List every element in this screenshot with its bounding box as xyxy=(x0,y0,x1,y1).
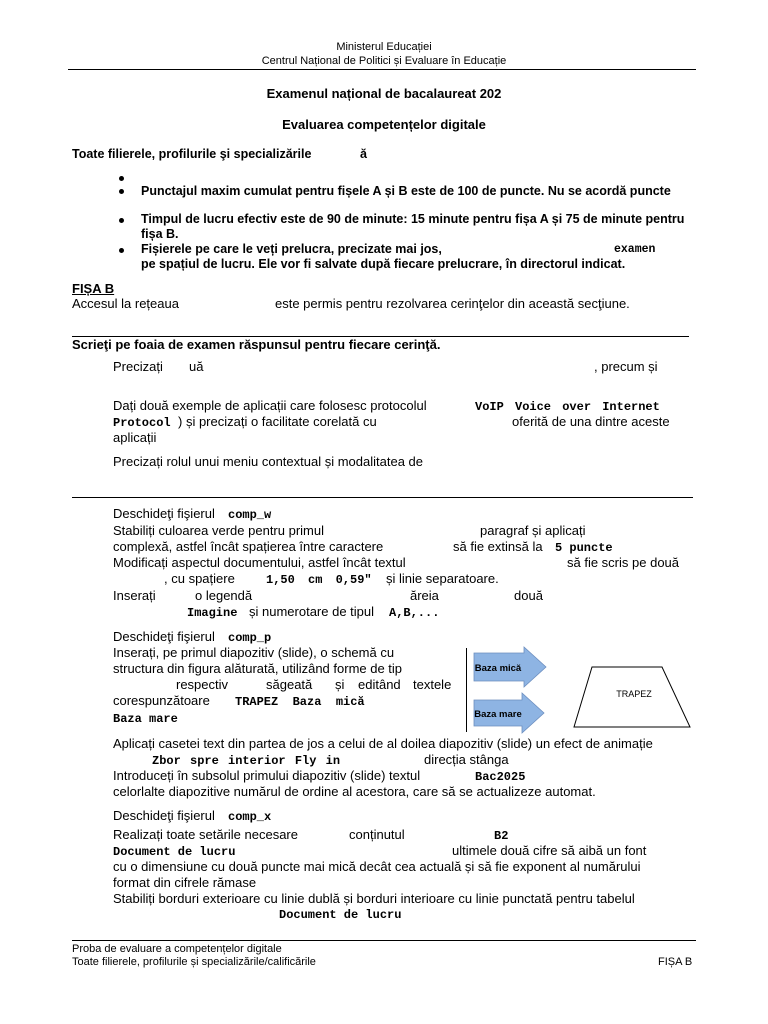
x2-a: ultimele două cifre să aibă un font xyxy=(452,843,647,858)
x-file: comp_x xyxy=(228,810,272,824)
w2-b: să fie extinsă la xyxy=(453,539,543,554)
w5-a: Inserați xyxy=(113,588,156,603)
p7-a: direcția stânga xyxy=(424,752,509,767)
section-divider xyxy=(72,497,693,498)
instruction-files: Fișierele pe care le veți prelucra, precizate mai jos, xyxy=(141,242,442,256)
p4-code: TRAPEZ Baza mică xyxy=(235,695,365,709)
bullet xyxy=(119,248,124,253)
p-file: comp_p xyxy=(228,631,272,645)
x-open: Deschideţi fişierul xyxy=(113,808,215,823)
q2-a: Dați două exemple de aplicații care folosesc protocolul xyxy=(113,398,427,413)
p5-code: Baza mare xyxy=(113,712,178,726)
q1-c: , precum și xyxy=(594,359,658,374)
bullet xyxy=(119,189,124,194)
w-file: comp_w xyxy=(228,508,272,522)
w2-code: 5 puncte xyxy=(555,541,613,555)
instruction-time-cont: fișa B. xyxy=(141,227,179,241)
scope-suffix: ă xyxy=(360,147,367,161)
fisa-title: FIȘA B xyxy=(72,281,115,296)
w3-a: Modificați aspectul documentului, astfel încât textul xyxy=(113,555,406,570)
instruction-files-exam: examen xyxy=(614,243,656,256)
p3-d: editând xyxy=(358,677,401,692)
x1-a: Realizați toate setările necesare xyxy=(113,827,298,842)
p8-a: Introduceți în subsolul primului diapozitiv (slide) textul xyxy=(113,768,421,783)
footer-line2: Toate filierele, profilurile și specializările/calificările xyxy=(72,956,316,968)
x1-code: B2 xyxy=(494,829,509,843)
q2-d: aplicații xyxy=(113,430,157,445)
arrow-bottom-label: Baza mare xyxy=(474,709,522,720)
footer-sheet: FIȘA B xyxy=(658,956,693,968)
w2-a: complexă, astfel încât spațierea între caractere xyxy=(113,539,384,554)
p6: Aplicați casetei text din partea de jos a celui de al doilea diapozitiv (slide) un efect de animație xyxy=(113,736,653,751)
p1: Inserați, pe primul diapozitiv (slide), o schemă cu xyxy=(113,645,395,660)
w5-b: o legendă xyxy=(195,588,253,603)
access-text-a: Accesul la rețeaua xyxy=(72,296,179,311)
w-open: Deschideţi fişierul xyxy=(113,506,215,521)
section1-heading: Scrieţi pe foaia de examen răspunsul pentru fiecare cerinţă. xyxy=(72,337,441,352)
q3: Precizați rolul unui meniu contextual și modalitatea de xyxy=(113,454,424,469)
w4-b: și linie separatoare. xyxy=(386,571,499,586)
footer-divider xyxy=(72,940,696,941)
bullet xyxy=(119,176,124,181)
w5-d: două xyxy=(514,588,543,603)
w6-code: Imagine xyxy=(187,606,238,620)
q2-code-b: Protocol xyxy=(113,416,171,430)
p3-c: și xyxy=(335,677,345,692)
w6-code2: A,B,... xyxy=(389,606,440,620)
p9: celorlalte diapozitive numărul de ordine al acestora, care să se actualizeze automat. xyxy=(113,784,596,799)
p7-code: Zbor spre interior Fly in xyxy=(152,754,341,768)
w4-a: , cu spațiere xyxy=(164,571,235,586)
x4: format din cifrele rămase xyxy=(113,875,257,890)
x6-code: Document de lucru xyxy=(279,908,402,922)
footer-line1: Proba de evaluare a competențelor digitale xyxy=(72,943,282,955)
w5-c: ăreia xyxy=(410,588,439,603)
p3-e: textele xyxy=(413,677,452,692)
w6-a: și numerotare de tipul xyxy=(249,604,375,619)
x5: Stabiliți borduri exterioare cu linie dublă și borduri interioare cu linie punctată pentru tabelul xyxy=(113,891,635,906)
q2-code-a: VoIP Voice over Internet xyxy=(475,400,660,414)
instruction-points: Punctajul maxim cumulat pentru fișele A și B este de 100 de puncte. Nu se acordă puncte xyxy=(141,184,671,198)
header-divider xyxy=(68,69,696,70)
x3: cu o dimensiune cu două puncte mai mică decât cea actuală și să fie exponent al numărului xyxy=(113,859,641,874)
w1-a: Stabiliți culoarea verde pentru primul xyxy=(113,523,324,538)
arrow-top-label: Baza mică xyxy=(474,663,522,674)
instruction-files-cont: pe spațiul de lucru. Ele vor fi salvate după fiecare prelucrare, în directorul indicat. xyxy=(141,257,626,271)
q2-c: oferită de una dintre aceste xyxy=(512,414,670,429)
scope-text: Toate filierele, profilurile şi specializările xyxy=(72,147,312,161)
q1-b: uă xyxy=(189,359,204,374)
subject-title: Evaluarea competențelor digitale xyxy=(282,117,486,132)
q1-a: Precizați xyxy=(113,359,163,374)
trapez-label: TRAPEZ xyxy=(616,689,652,699)
p2: structura din figura alăturată, utilizând forme de tip xyxy=(113,661,403,676)
figure-schema xyxy=(466,645,701,737)
access-text-b: este permis pentru rezolvarea cerinţelor din această secţiune. xyxy=(275,296,630,311)
w3-b: să fie scris pe două xyxy=(567,555,680,570)
header-ministry: Ministerul Educației xyxy=(336,41,432,53)
p4-a: corespunzătoare xyxy=(113,693,210,708)
x2-code: Document de lucru xyxy=(113,845,236,859)
instruction-time: Timpul de lucru efectiv este de 90 de minute: 15 minute pentru fișa A și 75 de minute pentru xyxy=(141,212,685,226)
header-center: Centrul Național de Politici și Evaluare în Educație xyxy=(261,55,507,67)
x1-b: conținutul xyxy=(349,827,405,842)
w4-code: 1,50 cm 0,59″ xyxy=(266,573,372,587)
p8-code: Bac2025 xyxy=(475,770,526,784)
p3-a: respectiv xyxy=(176,677,229,692)
bullet xyxy=(119,218,124,223)
p3-b: săgeată xyxy=(266,677,313,692)
exam-title: Examenul național de bacalaureat 202 xyxy=(266,86,502,101)
p-open: Deschideţi fişierul xyxy=(113,629,215,644)
w1-b: paragraf și aplicați xyxy=(480,523,586,538)
q2-b: ) și precizați o facilitate corelată cu xyxy=(178,414,377,429)
